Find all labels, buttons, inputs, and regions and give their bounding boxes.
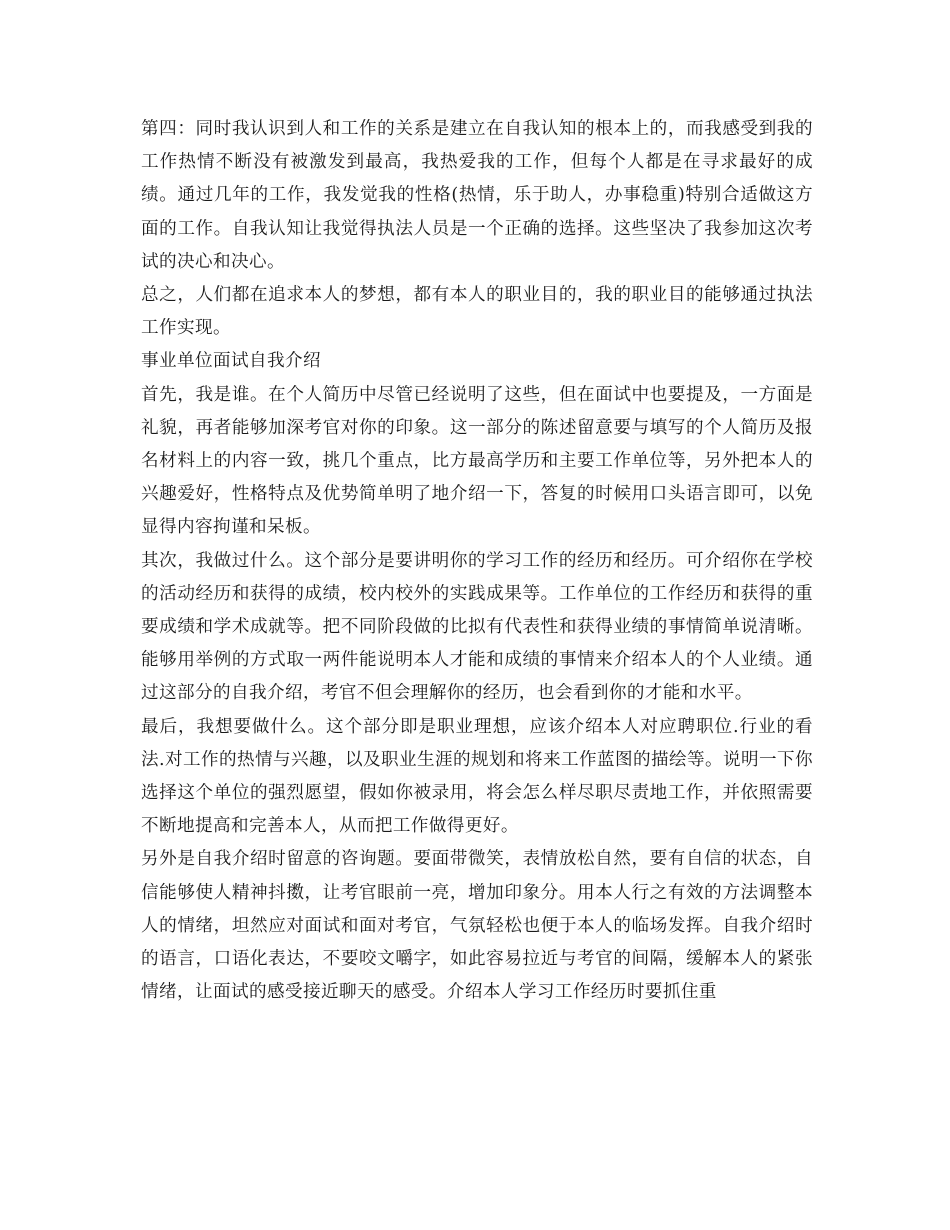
document-page: [141, 113, 813, 1009]
paragraph-conclusion: 总之，人们都在追求本人的梦想，都有本人的职业目的，我的职业目的能够通过执法工作实现。: [141, 285, 813, 339]
paragraph-notes: 另外是自我介绍时留意的咨询题。要面带微笑，表情放松自然，要有自信的状态，自信能够使人精神抖擞，让考官眼前一亮，增加印象分。用本人行之有效的方法调整本人的情绪，坦然应对面试和面对考官，气氛轻松也便于本人的临场发挥。自我介绍时的语言，口语化表达，不要咬文嚼字，如此容易拉近与考官的间隔，缓解本人的紧张情绪，让面试的感受接近聊天的感受。介绍本人学习工作经历时要抓住重: [141, 849, 813, 1003]
paragraph-who-am-i: 首先，我是谁。在个人简历中尽管已经说明了这些，但在面试中也要提及，一方面是礼貌，再者能够加深考官对你的印象。这一部分的陈述留意要与填写的个人简历及报名材料上的内容一致，挑几个重点，比方最高学历和主要工作单位等，另外把本人的兴趣爱好，性格特点及优势简单明了地介绍一下，答复的时候用口头语言即可，以免显得内容拘谨和呆板。: [141, 384, 813, 538]
section-title: 事业单位面试自我介绍: [141, 351, 321, 372]
paragraph-fourth-point: 第四：同时我认识到人和工作的关系是建立在自我认知的根本上的，而我感受到我的工作热情不断没有被激发到最高，我热爱我的工作，但每个人都是在寻求最好的成绩。通过几年的工作，我发觉我的性格(热情，乐于助人，办事稳重)特别合适做这方面的工作。自我认知让我觉得执法人员是一个正确的选择。这些坚决了我参加这次考试的决心和决心。: [141, 119, 813, 272]
paragraph-what-i-did: 其次，我做过什么。这个部分是要讲明你的学习工作的经历和经历。可介绍你在学校的活动经历和获得的成绩，校内校外的实践成果等。工作单位的工作经历和获得的重要成绩和学术成就等。把不同阶段做的比拟有代表性和获得业绩的事情简单说清晰。能够用举例的方式取一两件能说明本人才能和成绩的事情来介绍本人的个人业绩。通过这部分的自我介绍，考官不但会理解你的经历，也会看到你的才能和水平。: [141, 550, 813, 704]
paragraph-what-i-want: 最后，我想要做什么。这个部分即是职业理想，应该介绍本人对应聘职位.行业的看法.对工作的热情与兴趣，以及职业生涯的规划和将来工作蓝图的描绘等。说明一下你选择这个单位的强烈愿望，假如你被录用，将会怎么样尽职尽责地工作，并依照需要不断地提高和完善本人，从而把工作做得更好。: [141, 716, 813, 837]
